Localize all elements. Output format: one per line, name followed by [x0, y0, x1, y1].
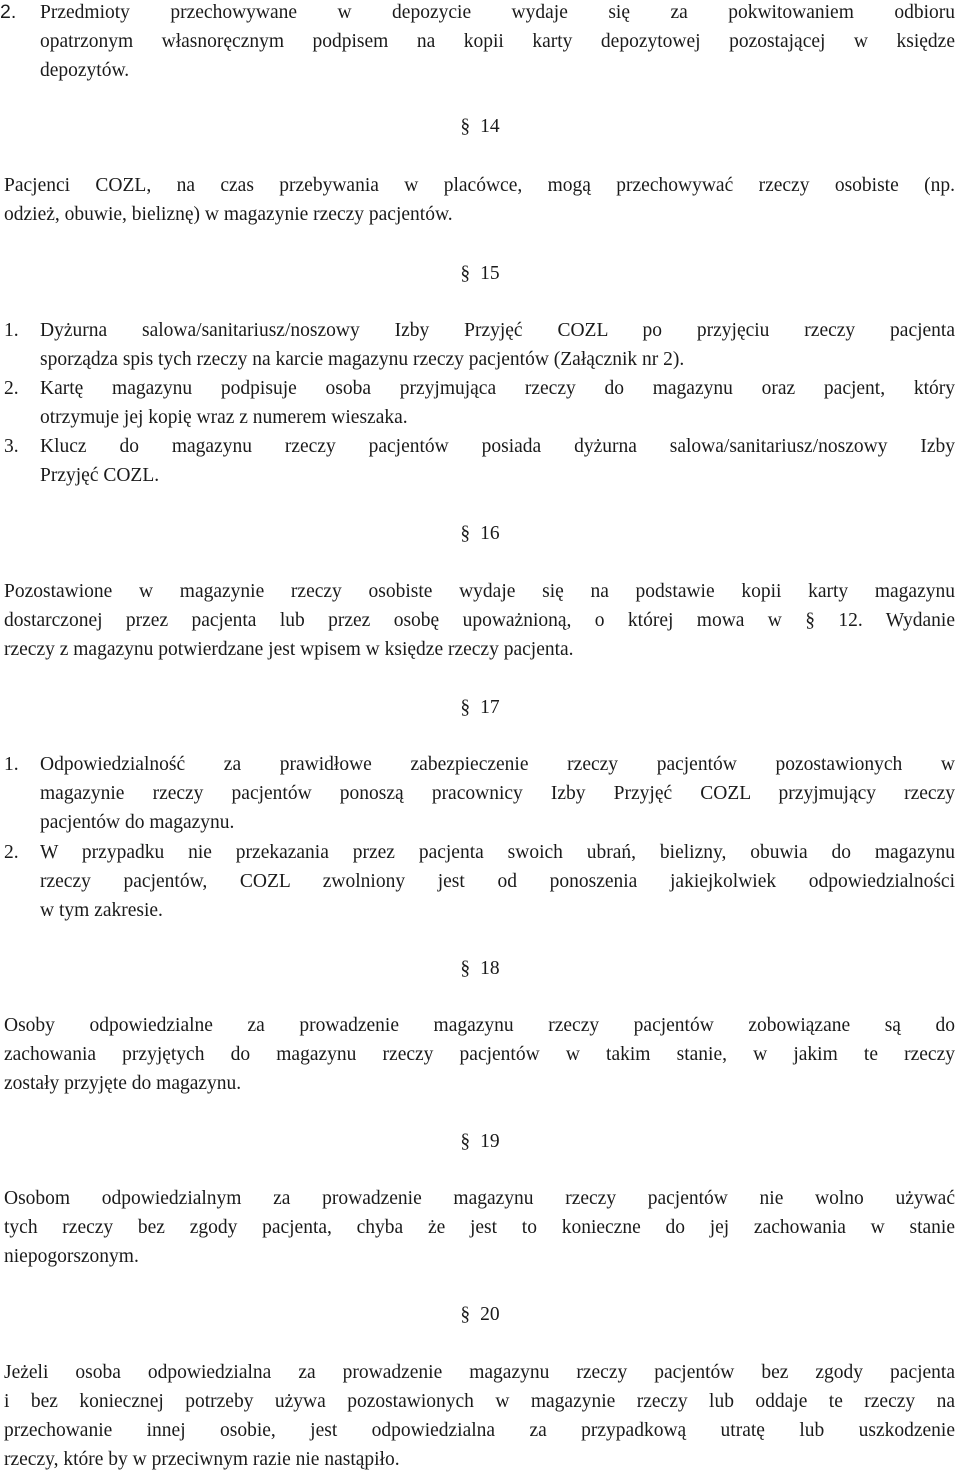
paragraph-19-line: tych rzeczy bez zgody pacjenta, chyba że jest to konieczne do jej zachowania w stanie: [4, 1217, 955, 1238]
paragraph-17-2-line: rzeczy pacjentów, COZL zwolniony jest od ponoszenia jakiejkolwiek odpowiedzialności: [40, 871, 955, 892]
section-number: 18: [480, 958, 500, 979]
paragraph-19-line: niepogorszonym.: [4, 1246, 139, 1267]
list-number: 1.: [4, 754, 19, 775]
paragraph-15-1-line: Dyżurna salowa/sanitariusz/noszowy Izby Przyjęć COZL po przyjęciu rzeczy pacjenta: [40, 320, 955, 341]
paragraph-15-3-line: Przyjęć COZL.: [40, 465, 160, 486]
paragraph-14-line: Pacjenci COZL, na czas przebywania w placówce, mogą przechowywać rzeczy osobiste (np.: [4, 175, 955, 196]
section-symbol: §: [460, 697, 471, 718]
paragraph-17-2-line: w tym zakresie.: [40, 900, 163, 921]
paragraph-18-line: Osoby odpowiedzialne za prowadzenie magazynu rzeczy pacjentów zobowiązane są do: [4, 1015, 955, 1036]
paragraph-18-line: zostały przyjęte do magazynu.: [4, 1073, 242, 1094]
section-symbol: §: [460, 1304, 471, 1325]
paragraph-17-1-line: Odpowiedzialność za prawidłowe zabezpieczenie rzeczy pacjentów pozostawionych w: [40, 754, 955, 775]
section-symbol: §: [460, 1131, 471, 1152]
section-symbol: §: [460, 116, 471, 137]
section-symbol: §: [460, 263, 471, 284]
section-symbol: §: [460, 958, 471, 979]
item-2-top-line: opatrzonym własnoręcznym podpisem na kopii karty depozytowej pozostającej w księdze: [40, 31, 955, 52]
section-symbol: §: [460, 523, 471, 544]
section-number: 17: [480, 697, 500, 718]
section-number: 15: [480, 263, 500, 284]
paragraph-15-2-line: Kartę magazynu podpisuje osoba przyjmująca rzeczy do magazynu oraz pacjent, który: [40, 378, 955, 399]
section-heading-19: [0, 1127, 960, 1156]
paragraph-20-line: Jeżeli osoba odpowiedzialna za prowadzenie magazynu rzeczy pacjentów bez zgody pacjenta: [4, 1362, 955, 1383]
paragraph-20-line: i bez koniecznej potrzeby używa pozostawionych w magazynie rzeczy lub oddaje te rzeczy na: [4, 1391, 955, 1412]
section-number: 20: [480, 1304, 500, 1325]
paragraph-18-line: zachowania przyjętych do magazynu rzeczy pacjentów w takim stanie, w jakim te rzeczy: [4, 1044, 955, 1065]
paragraph-16-line: dostarczonej przez pacjenta lub przez osobę upoważnioną, o której mowa w § 12. Wydanie: [4, 610, 955, 631]
section-number: 14: [480, 116, 500, 137]
paragraph-15-1-line: sporządza spis tych rzeczy na karcie magazynu rzeczy pacjentów (Załącznik nr 2).: [40, 349, 685, 370]
list-number: 3.: [4, 436, 19, 457]
list-number: 2.: [4, 842, 19, 863]
item-2-top-line: Przedmioty przechowywane w depozycie wydaje się za pokwitowaniem odbioru: [40, 2, 955, 23]
section-heading-16: [0, 519, 960, 548]
list-number: 2.: [0, 1, 17, 23]
paragraph-16-line: Pozostawione w magazynie rzeczy osobiste wydaje się na podstawie kopii karty magazynu: [4, 581, 955, 602]
paragraph-17-1-line: pacjentów do magazynu.: [40, 812, 235, 833]
section-number: 16: [480, 523, 500, 544]
section-number: 19: [480, 1131, 500, 1152]
section-heading-14: [0, 112, 960, 141]
paragraph-15-3-line: Klucz do magazynu rzeczy pacjentów posiada dyżurna salowa/sanitariusz/noszowy Izby: [40, 436, 955, 457]
paragraph-20-line: rzeczy, które by w przeciwnym razie nie nastąpiło.: [4, 1449, 400, 1470]
list-number: 1.: [4, 320, 19, 341]
paragraph-15-2-line: otrzymuje jej kopię wraz z numerem wieszaka.: [40, 407, 408, 428]
paragraph-17-2-line: W przypadku nie przekazania przez pacjenta swoich ubrań, bielizny, obuwia do magazynu: [40, 842, 955, 863]
section-heading-20: [0, 1300, 960, 1329]
paragraph-14-line: odzież, obuwie, bieliznę) w magazynie rzeczy pacjentów.: [4, 204, 453, 225]
paragraph-16-line: rzeczy z magazynu potwierdzane jest wpisem w księdze rzeczy pacjenta.: [4, 639, 574, 660]
paragraph-19-line: Osobom odpowiedzialnym za prowadzenie magazynu rzeczy pacjentów nie wolno używać: [4, 1188, 955, 1209]
section-heading-15: [0, 259, 960, 288]
section-heading-17: [0, 693, 960, 722]
item-2-top-line: depozytów.: [40, 60, 130, 81]
section-heading-18: [0, 954, 960, 983]
paragraph-20-line: przechowanie innej osobie, jest odpowiedzialna za przypadkową utratę lub uszkodzenie: [4, 1420, 955, 1441]
list-number: 2.: [4, 378, 19, 399]
paragraph-17-1-line: magazynie rzeczy pacjentów ponoszą pracownicy Izby Przyjęć COZL przyjmujący rzeczy: [40, 783, 955, 804]
